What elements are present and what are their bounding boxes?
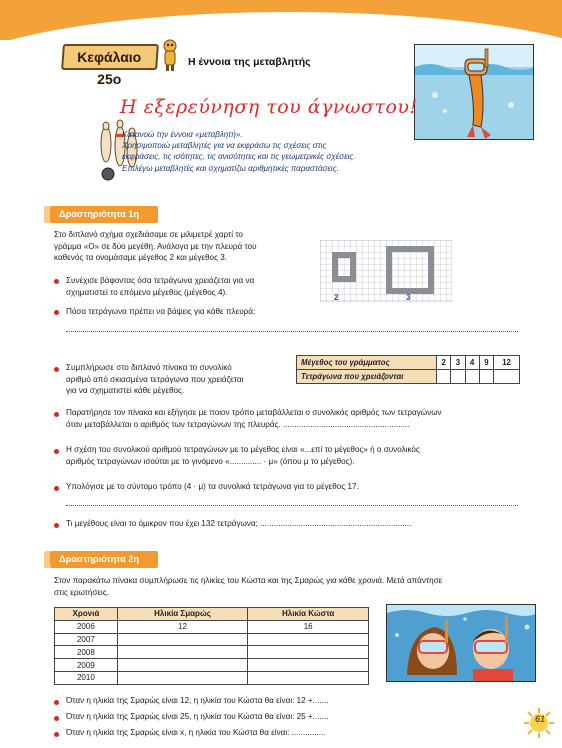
column-header: Ηλικία Σμαρώς (117, 608, 248, 621)
intro-line: στις ερωτήσεις. (54, 587, 110, 597)
row-header: Μέγεθος του γράμματος (297, 356, 437, 370)
year-cell: 2006 (55, 620, 118, 633)
text-line: αριθμό από σκιασμένα τετράγωνα που χρειάζεται (66, 374, 244, 384)
answer-cell[interactable] (117, 646, 248, 659)
text-line: Παρατήρησε τον πίνακα και εξήγησε με ποιον τρόπο μεταβάλλεται ο συνολικός αριθμός των τετραγώνων (66, 408, 442, 417)
answer-cell[interactable] (117, 659, 248, 672)
chapter-title: Η έννοια της μεταβλητής (188, 56, 311, 68)
objective-line: Επιλέγω μεταβλητές και σχηματίζω αριθμητικές παραστάσεις. (122, 163, 339, 173)
activity2-label: Δραστηριότητα 2η (50, 551, 158, 568)
table-cell: 9 (479, 356, 493, 370)
answer-cell[interactable] (451, 370, 465, 384)
activity2-question3: Όταν η ηλικία της Σμαρώς είναι x, η ηλικία του Κώστα θα είναι: ............... (66, 728, 326, 737)
text-line: αριθμός τετραγώνων ισούται με το γινόμενο «.............. · μ» (όπου μ το μέγεθος). (66, 456, 355, 466)
column-header: Χρονιά (55, 608, 118, 621)
activity2-intro (54, 575, 526, 598)
activity1-label: Δραστηριότητα 1η (50, 206, 158, 223)
bullet-dot (54, 367, 59, 372)
intro-line: καθενός τα ονομάσαμε μέγεθος 2 και μέγεθος 3. (54, 253, 228, 263)
table-cell: 12 (494, 356, 520, 370)
answer-cell[interactable] (465, 370, 479, 384)
bullet-dot (54, 310, 59, 315)
objective-line: εκφράσεις, τις ισότητες, τις ανισότητες και τις γεωμετρικές σχέσεις. (122, 152, 356, 162)
answer-cell[interactable] (117, 671, 248, 684)
activity1-bullet7: Τι μεγέθους είναι το όμικρον που έχει 132 τετράγωνα; ................................................................... (66, 519, 412, 528)
bullet-dot (54, 279, 59, 284)
row-header: Τετράγωνα που χρειάζονται (297, 370, 437, 384)
activity1-bullet6: Υπολόγισε με το σύντομο τρόπο (4 · μ) τα συνολικά τετράγωνα για το μέγεθος 17. (66, 482, 359, 491)
table-row (297, 356, 520, 370)
answer-cell[interactable] (248, 659, 369, 672)
table-row (55, 646, 369, 659)
answer-cell[interactable] (437, 370, 451, 384)
text-line: όταν μεταβάλλεται ο αριθμός των τετραγώνων της πλευράς. ........................................................ (66, 419, 410, 429)
chapter-banner (61, 44, 159, 87)
figure-label-size2: 2 (334, 293, 339, 302)
activity2-question1: Όταν η ηλικία της Σμαρώς είναι 12, η ηλικία του Κώστα θα είναι: 12 +....... (66, 696, 329, 705)
main-heading: Η εξερεύνηση του άγνωστου! (120, 96, 418, 118)
objective-line: Χρησιμοποιώ μεταβλητές για να εκφράσω τις σχέσεις στις (122, 141, 327, 151)
table-cell: 3 (451, 356, 465, 370)
table-cell: 2 (437, 356, 451, 370)
activity2-question2: Όταν η ηλικία της Σμαρώς είναι 25, η ηλικία του Κώστα θα είναι: 25 +....... (66, 712, 329, 721)
activity1-bullet4 (66, 407, 526, 430)
bullet-dot (54, 412, 59, 417)
answer-cell[interactable] (494, 370, 520, 384)
figure-label-size3: 3 (406, 293, 411, 302)
activity1-bullet1 (66, 275, 326, 298)
activity1-bullet5 (66, 444, 526, 467)
divers-illustration (386, 604, 536, 682)
learning-objectives (122, 129, 422, 174)
answer-cell[interactable] (117, 633, 248, 646)
answer-line[interactable] (66, 505, 518, 506)
bullet-dot (54, 449, 59, 454)
table-cell: 12 (117, 620, 248, 633)
text-line: Συμπλήρωσε στο διπλανό πίνακα το συνολικό (66, 363, 232, 372)
table-row (55, 633, 369, 646)
year-cell: 2009 (55, 659, 118, 672)
bullet-dot (54, 523, 59, 528)
bullet-dot (54, 732, 59, 737)
intro-line: Στο διπλανό σχήμα σχεδιάσαμε σε μιλιμετρέ χαρτί το (54, 230, 243, 239)
ages-table (54, 607, 369, 685)
bullet-dot (54, 700, 59, 705)
bullet-dot (54, 486, 59, 491)
answer-line[interactable] (66, 331, 518, 332)
chapter-label: Κεφάλαιο 25ο (77, 49, 142, 87)
letter-o-grid-figure (320, 240, 452, 302)
table-row (55, 620, 369, 633)
size-squares-table (296, 355, 520, 384)
year-cell: 2010 (55, 671, 118, 684)
answer-cell[interactable] (248, 671, 369, 684)
text-line: για να σχηματιστεί κάθε μέγεθος. (66, 386, 185, 396)
intro-line: γράμμα «Ο» σε δύο μεγέθη. Ανάλογα με την πλευρά του (54, 241, 257, 251)
table-row (297, 370, 520, 384)
table-header-row (55, 608, 369, 621)
year-cell: 2007 (55, 633, 118, 646)
activity1-bullet3 (66, 362, 291, 397)
mascot-illustration (158, 38, 182, 72)
bullet-dot (54, 716, 59, 721)
text-line: σχηματιστεί το επόμενο μέγεθος (μέγεθος 4). (66, 287, 228, 297)
year-cell: 2008 (55, 646, 118, 659)
intro-line: Στον παρακάτω πίνακα συμπλήρωσε τις ηλικίες του Κώστα και της Σμαρώς για κάθε χρονιά. Μετά απάντησε (54, 576, 443, 585)
objective-line: Κατανοώ την έννοια «μεταβλητή». (122, 130, 243, 139)
snorkel-illustration (414, 44, 534, 140)
table-cell: 4 (465, 356, 479, 370)
column-header: Ηλικία Κώστα (248, 608, 369, 621)
text-line: Η σχέση του συνολικού αριθμού τετραγώνων με το μέγεθος είναι «...επί το μέγεθος» ή ο συνολικός (66, 445, 420, 454)
answer-cell[interactable] (248, 646, 369, 659)
page-number: 61 (534, 714, 545, 724)
activity1-intro (54, 229, 319, 264)
table-row (55, 671, 369, 684)
answer-cell[interactable] (479, 370, 493, 384)
activity1-bullet2: Πόσα τετράγωνα πρέπει να βάψεις για κάθε πλευρά; (66, 307, 256, 316)
table-row (55, 659, 369, 672)
text-line: Συνέχισε βάφοντας όσα τετράγωνα χρειάζεται για να (66, 276, 255, 285)
table-cell: 16 (248, 620, 369, 633)
answer-cell[interactable] (248, 633, 369, 646)
